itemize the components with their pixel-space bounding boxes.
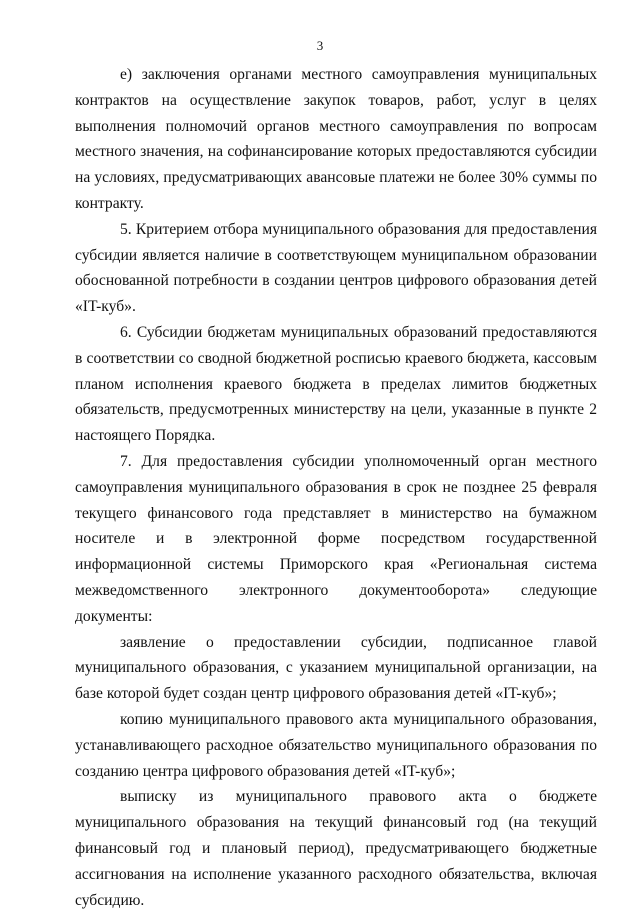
- paragraph-legal-act-copy: копию муниципального правового акта муниципального образования, устанавливающего расходное обязательство муниципального образования по созданию центра цифрового образования детей «IT-куб»;: [75, 710, 597, 780]
- paragraph-application: заявление о предоставлении субсидии, подписанное главой муниципального образования, с указанием муниципальной организации, на базе которой будет создан центр цифрового образования детей «IT-куб»;: [75, 633, 597, 703]
- paragraph-item-6: 6. Субсидии бюджетам муниципальных образований предоставляются в соответствии со сводной бюджетной росписью краевого бюджета, кассовым планом исполнения краевого бюджета в пределах лимитов бюджетных обязательств, предусмотренных министерству на цели, указанные в пункте 2 настоящего Порядка.: [75, 323, 597, 445]
- paragraph-subitem-e: е) заключения органами местного самоуправления муниципальных контрактов на осуществление закупок товаров, работ, услуг в целях выполнения полномочий органов местного самоуправления по вопросам местного значения, на софинансирование которых предоставляются субсидии на условиях, предусматривающих авансовые платежи не более 30% суммы по контракту.: [75, 66, 597, 212]
- paragraph-item-5: 5. Критерием отбора муниципального образования для предоставления субсидии является наличие в соответствующем муниципальном образовании обоснованной потребности в создании центров цифрового образования детей «IT-куб».: [75, 220, 597, 316]
- document-body: [75, 62, 597, 913]
- paragraph-budget-extract: выписку из муниципального правового акта о бюджете муниципального образования на текущий финансовый год (на текущий финансовый год и плановый период), предусматривающего бюджетные ассигнования на исполнение указанного расходного обязательства, включая субсидию.: [75, 788, 597, 909]
- paragraph-item-7: 7. Для предоставления субсидии уполномоченный орган местного самоуправления муниципального образования в срок не позднее 25 февраля текущего финансового года представляет в министерство на бумажном носителе и в электронной форме посредством государственной информационной системы Приморского края «Региональная система межведомственного электронного документооборота» следующие документы:: [75, 452, 597, 625]
- page-number: 3: [316, 38, 324, 53]
